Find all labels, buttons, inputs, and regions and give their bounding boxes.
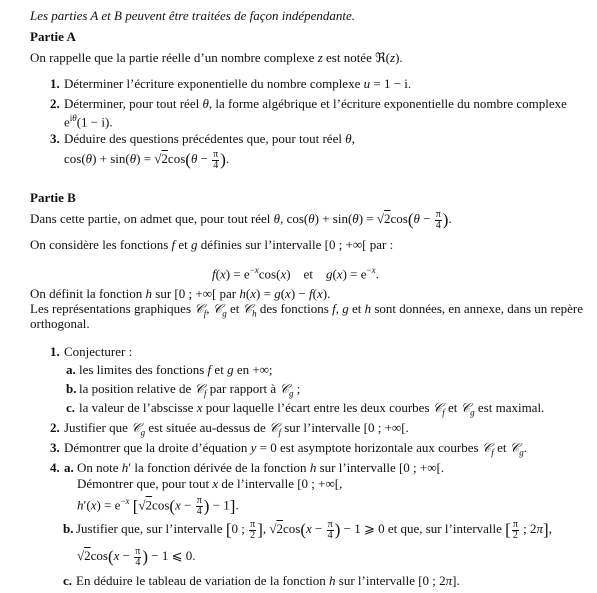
partB-q1: 1. Conjecturer : <box>50 344 133 359</box>
partB-q1a: a. les limites des fonctions f et g en +∞; <box>66 362 273 377</box>
partA-q2: 2. Déterminer, pour tout réel θ, la forme algébrique et l’écriture exponentielle du nombre complexe <box>50 96 567 111</box>
intro-text: Les parties A et B peuvent être traitées de façon indépendante. <box>30 8 356 23</box>
partB-repr-2: orthogonal. <box>30 316 90 331</box>
partB-q2: 2. Justifier que 𝒞$_g$ est située au-dessus de 𝒞$_f$ sur l’intervalle [0 ; +∞[. <box>50 420 409 438</box>
partB-title: Partie B <box>30 190 76 205</box>
partA-title: Partie A <box>30 29 76 44</box>
partA-q2-expr: $e^{i\theta}(1 - i)$. <box>64 113 113 130</box>
partB-q4b-1: b. Justifier que, sur l’intervalle [0 ; $\frac{\pi}{2}$ ], √2cos(x − $\frac{\pi}{4}$ ) − 1 ⩾ 0 et que, sur l’intervalle [ $\frac{\pi}{2}$ ; 2π], <box>63 518 552 541</box>
partB-repr-1: Les représentations graphiques 𝒞$_f$, 𝒞$_g$ et 𝒞$_h$ des fonctions f, g et h sont données, en annexe, dans un repère <box>30 301 584 319</box>
partB-q4a-1: 4. a. On note h′ la fonction dérivée de la fonction h sur l’intervalle [0 ; +∞[. <box>50 460 445 475</box>
partB-q4c: c. En déduire le tableau de variation de la fonction h sur l’intervalle [0 ; 2π]. <box>63 573 460 588</box>
partA-recall: On rappelle que la partie réelle d’un nombre complexe z est notée ℜ(z). <box>30 50 403 65</box>
partB-q4a-3: $h'(x) = e^{-x}$ [√2cos(x − $\frac{\pi}{4}$ ) − 1]. <box>77 494 239 517</box>
partB-q4a-2: Démontrer que, pour tout x de l’intervalle [0 ; +∞[, <box>77 476 343 491</box>
partB-h-def: On définit la fonction h sur [0 ; +∞[ par h(x) = g(x) − f(x). <box>30 286 331 301</box>
partA-q3-formula: cos(θ) + sin(θ) = √2cos(θ − $\frac{\pi}{4}$ ). <box>64 148 230 171</box>
partB-q1b: b. la position relative de 𝒞$_f$ par rapport à 𝒞$_g$ ; <box>66 381 301 399</box>
partA-q1: 1. Déterminer l’écriture exponentielle du nombre complexe u = 1 − i. <box>50 76 412 91</box>
partB-admit: Dans cette partie, on admet que, pour tout réel θ, cos(θ) + sin(θ) = √2cos(θ − $\frac{\pi}{4}$ ). <box>30 208 452 231</box>
partB-q1c: c. la valeur de l’abscisse x pour laquelle l’écart entre les deux courbes 𝒞$_f$ et 𝒞$_g$ est maximal. <box>66 400 545 418</box>
partB-functions: On considère les fonctions f et g définies sur l’intervalle [0 ; +∞[ par : <box>30 237 394 252</box>
partB-formula: $f(x) = e^{-x}\cos(x)$ et $g(x) = e^{-x}$. <box>212 265 379 282</box>
partB-q4b-2: √2cos(x − $\frac{\pi}{4}$ ) − 1 ⩽ 0. <box>77 545 196 568</box>
partB-q3: 3. Démontrer que la droite d’équation y = 0 est asymptote horizontale aux courbes 𝒞$_f$ et 𝒞$_g$. <box>50 440 527 458</box>
partA-q3: 3. Déduire des questions précédentes que, pour tout réel θ, <box>50 131 355 146</box>
